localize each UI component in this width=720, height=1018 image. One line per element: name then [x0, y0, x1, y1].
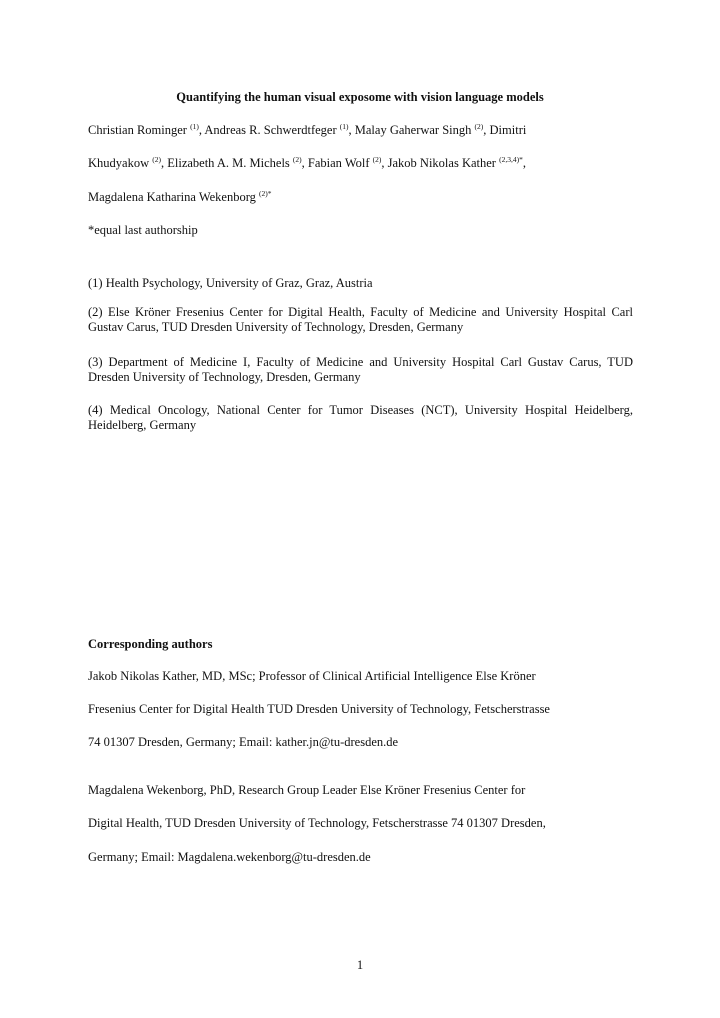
corresponding-author-1-line: 74 01307 Dresden, Germany; Email: kather.jn@tu-dresden.de [88, 735, 399, 749]
author-name: Magdalena Katharina Wekenborg [88, 190, 260, 204]
author-affiliation-marker: (2) [372, 155, 382, 164]
affiliation-3-text: (3) Department of Medicine I, Faculty of Medicine and University Hospital Carl Gustav Carus, TUD Dresden University of Technology, Dresden, Germany [88, 355, 633, 384]
affiliation-4-text: (4) Medical Oncology, National Center for Tumor Diseases (NCT), University Hospital Heidelberg, Heidelberg, Germany [88, 403, 633, 432]
corresponding-author-2-line: Germany; Email: Magdalena.wekenborg@tu-dresden.de [88, 850, 371, 864]
author-name: Jakob Nikolas Kather [387, 156, 500, 170]
author-separator: , [160, 156, 168, 170]
corresponding-author-1-line: Jakob Nikolas Kather, MD, MSc; Professor of Clinical Artificial Intelligence Else Kröner [88, 669, 536, 683]
author-name: Malay Gaherwar Singh [354, 123, 475, 137]
author-line-2 [88, 155, 526, 171]
author-affiliation-marker: (1) [190, 122, 199, 131]
author-separator: , [198, 123, 205, 137]
author-affiliation-marker: (2,3,4)* [499, 155, 523, 164]
author-name: Fabian Wolf [307, 156, 373, 170]
page-number: 1 [356, 958, 364, 972]
author-affiliation-marker: (2) [474, 122, 484, 131]
author-affiliation-marker: (2)* [259, 189, 272, 198]
affiliation-3 [88, 355, 633, 385]
author-affiliation-marker: (2) [152, 155, 161, 164]
equal-authorship-note: *equal last authorship [88, 223, 198, 237]
author-separator: , [301, 156, 308, 170]
author-separator: , [381, 156, 388, 170]
author-separator: , Dimitri [483, 123, 527, 137]
corresponding-author-2-line: Magdalena Wekenborg, PhD, Research Group Leader Else Kröner Fresenius Center for [88, 783, 526, 797]
author-separator: , [348, 123, 355, 137]
affiliation-2-text: (2) Else Kröner Fresenius Center for Digital Health, Faculty of Medicine and University Hospital Carl Gustav Carus, TUD Dresden University of Technology, Dresden, Germany [88, 305, 633, 334]
author-name: Elizabeth A. M. Michels [167, 156, 293, 170]
author-name: Khudyakow [88, 156, 153, 170]
author-affiliation-marker: (2) [292, 155, 302, 164]
paper-title: Quantifying the human visual exposome with vision language models [176, 90, 544, 104]
author-name: Christian Rominger [88, 123, 191, 137]
corresponding-author-1-line: Fresenius Center for Digital Health TUD Dresden University of Technology, Fetscherstrasse [88, 702, 550, 716]
corresponding-heading: Corresponding authors [88, 637, 213, 651]
affiliation-4 [88, 403, 633, 433]
corresponding-author-2-line: Digital Health, TUD Dresden University of Technology, Fetscherstrasse 74 01307 Dresden, [88, 816, 546, 830]
author-affiliation-marker: (1) [339, 122, 349, 131]
author-line-3 [88, 189, 272, 205]
affiliation-1: (1) Health Psychology, University of Graz, Graz, Austria [88, 276, 373, 290]
affiliation-2 [88, 305, 633, 335]
author-separator: , [522, 156, 526, 170]
author-line-1 [88, 122, 526, 138]
author-name: Andreas R. Schwerdtfeger [204, 123, 340, 137]
